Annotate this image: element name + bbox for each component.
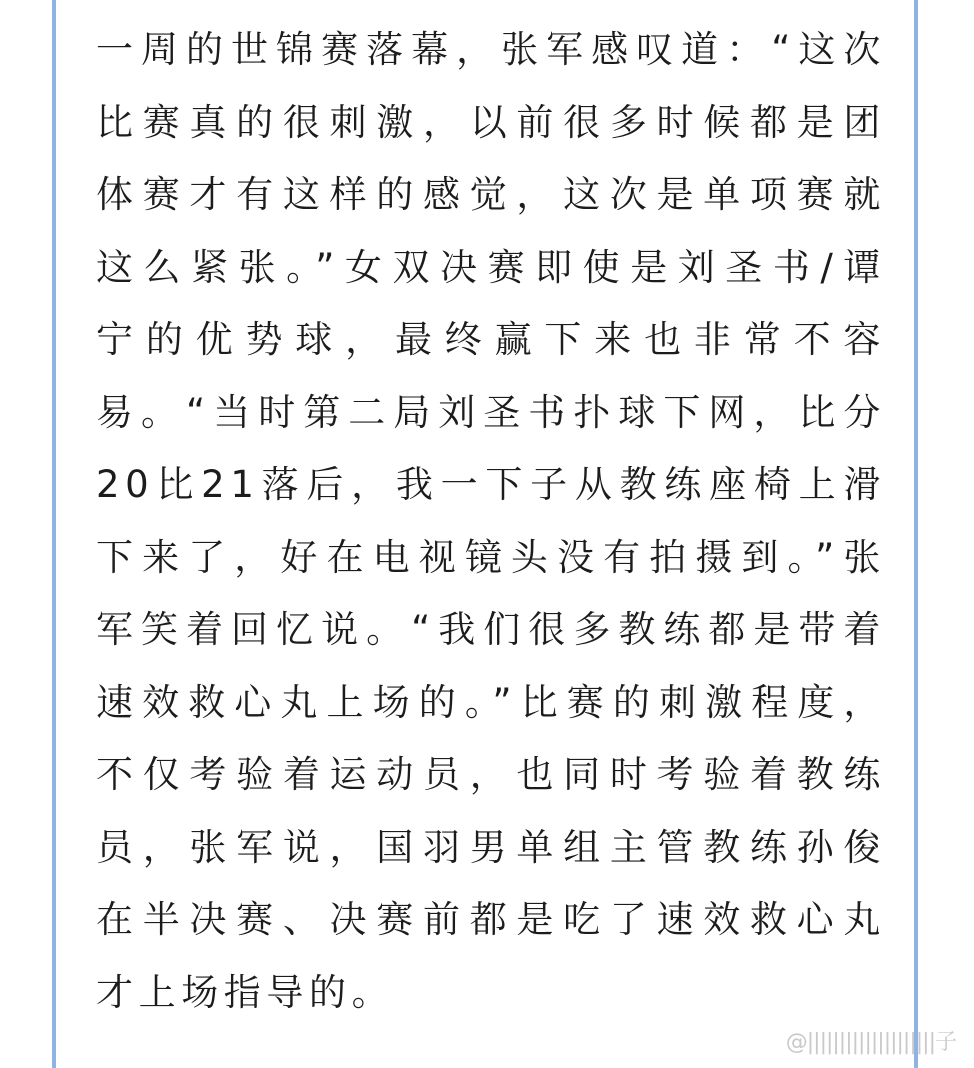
article-line: 比赛真的很刺激，以前很多时候都是团	[96, 100, 886, 144]
article-line: 这么紧张。”女双决赛即使是刘圣书/谭	[96, 245, 886, 289]
article-line: 速效救心丸上场的。”比赛的刺激程度，	[96, 680, 886, 724]
article-line: 20比21落后，我一下子从教练座椅上滑	[96, 463, 886, 506]
article-line: 在半决赛、决赛前都是吃了速效救心丸	[96, 898, 886, 941]
article-line: 易。“当时第二局刘圣书扑球下网，比分	[96, 390, 886, 434]
article-line: 宁的优势球，最终赢下来也非常不容	[96, 318, 886, 361]
article-body	[96, 14, 886, 1029]
article-line: 员，张军说，国羽男单组主管教练孙俊	[96, 825, 886, 869]
article-line: 不仅考验着运动员，也同时考验着教练	[96, 753, 886, 796]
watermark: @||||||||||||||||||||子	[785, 1030, 956, 1055]
article-line: 才上场指导的。	[96, 970, 395, 1014]
article-line: 军笑着回忆说。“我们很多教练都是带着	[96, 608, 886, 651]
article-line: 下来了，好在电视镜头没有拍摄到。”张	[96, 535, 886, 579]
article-line: 一周的世锦赛落幕，张军感叹道：“这次	[96, 28, 886, 71]
article-line: 体赛才有这样的感觉，这次是单项赛就	[96, 173, 886, 216]
